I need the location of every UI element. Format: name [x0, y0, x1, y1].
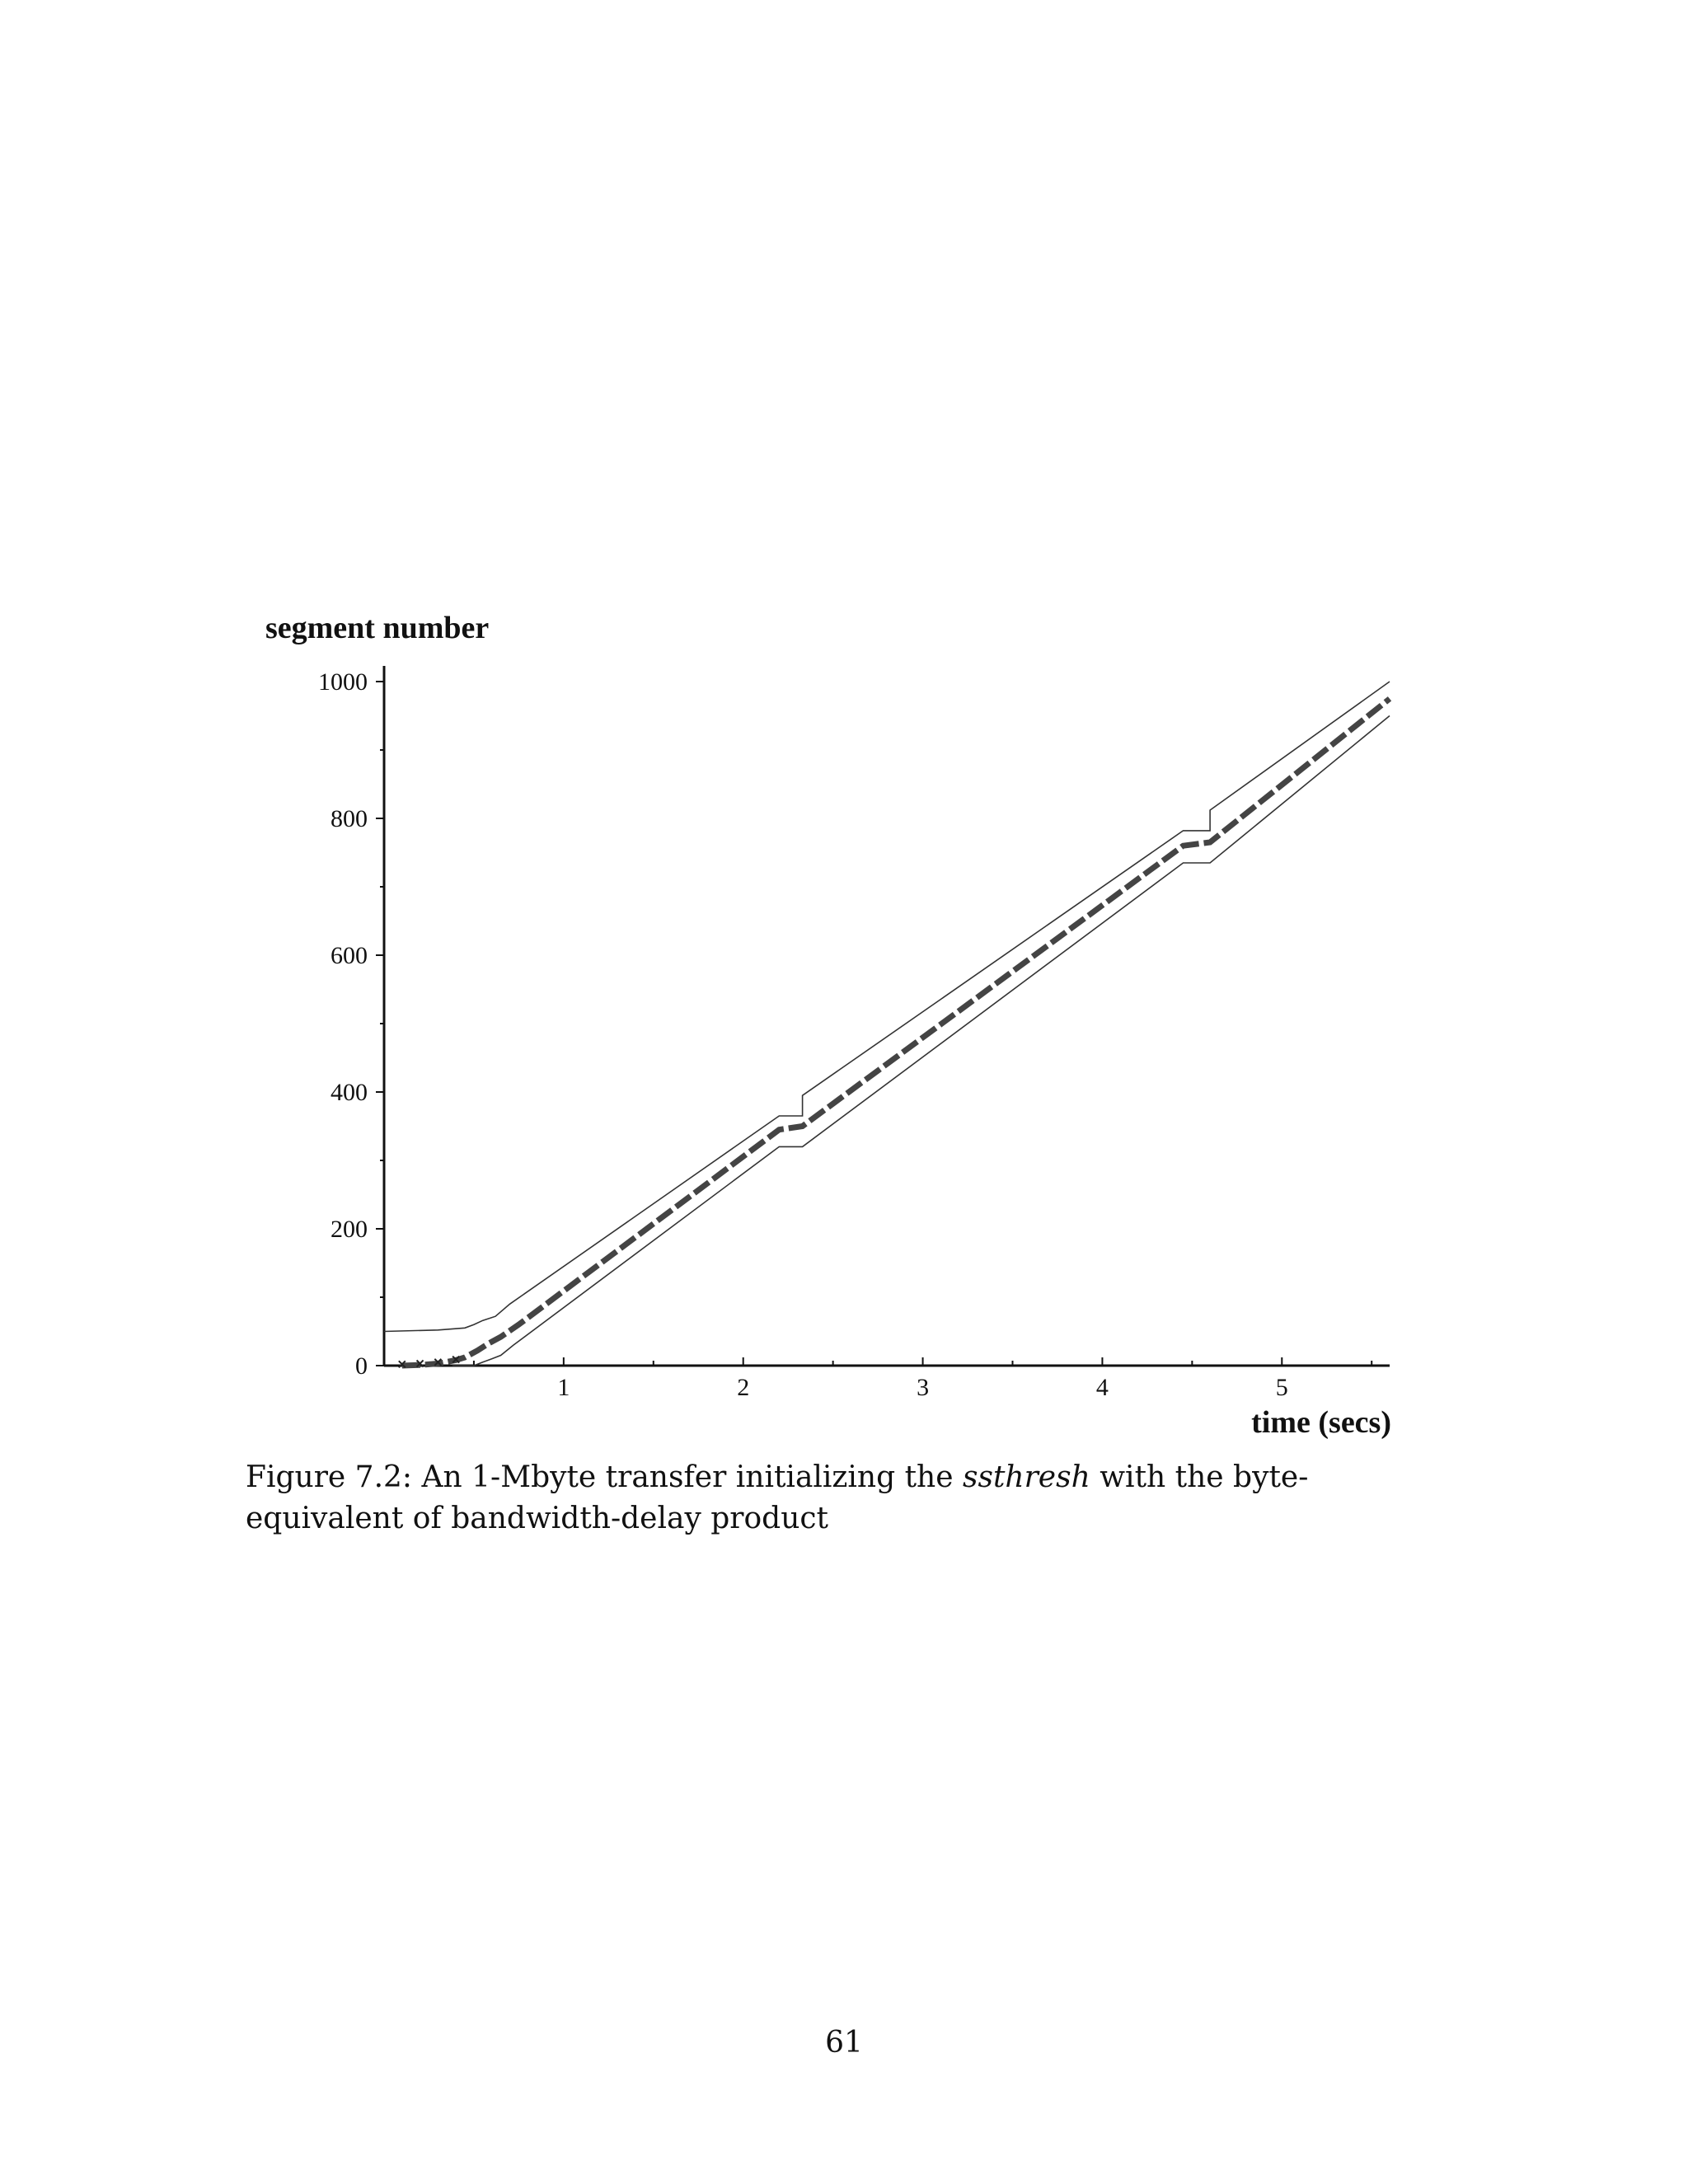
- page-number: 61: [825, 2026, 863, 2060]
- x-tick-label: 5: [1275, 1374, 1288, 1401]
- y-tick-label: 1000: [318, 668, 368, 696]
- y-tick-label: 400: [331, 1079, 368, 1106]
- series-data-segments: [402, 699, 1390, 1366]
- caption-label: Figure 7.2:: [246, 1460, 413, 1494]
- y-axis-title: segment number: [265, 611, 490, 645]
- caption-emphasis: ssthresh: [963, 1460, 1090, 1494]
- chart-series: [384, 682, 1390, 1367]
- x-axis-title: time (secs): [1251, 1405, 1391, 1440]
- chart-ticks: [318, 668, 1372, 1401]
- y-tick-label: 600: [331, 942, 368, 969]
- caption-text-after: with the byte- equivalent of bandwidth-delay product: [246, 1460, 1309, 1535]
- series-upper-bound: [384, 682, 1390, 1332]
- figure-caption: [246, 1457, 1432, 1540]
- y-tick-label: 0: [355, 1352, 368, 1380]
- x-tick-label: 3: [917, 1374, 930, 1401]
- chart-axes: [384, 666, 1390, 1366]
- x-tick-label: 1: [557, 1374, 570, 1401]
- y-tick-label: 800: [331, 805, 368, 832]
- x-tick-label: 2: [737, 1374, 750, 1401]
- caption-text-before: An 1-Mbyte transfer initializing the: [421, 1460, 954, 1494]
- x-tick-label: 4: [1095, 1374, 1109, 1401]
- y-tick-label: 200: [331, 1216, 368, 1243]
